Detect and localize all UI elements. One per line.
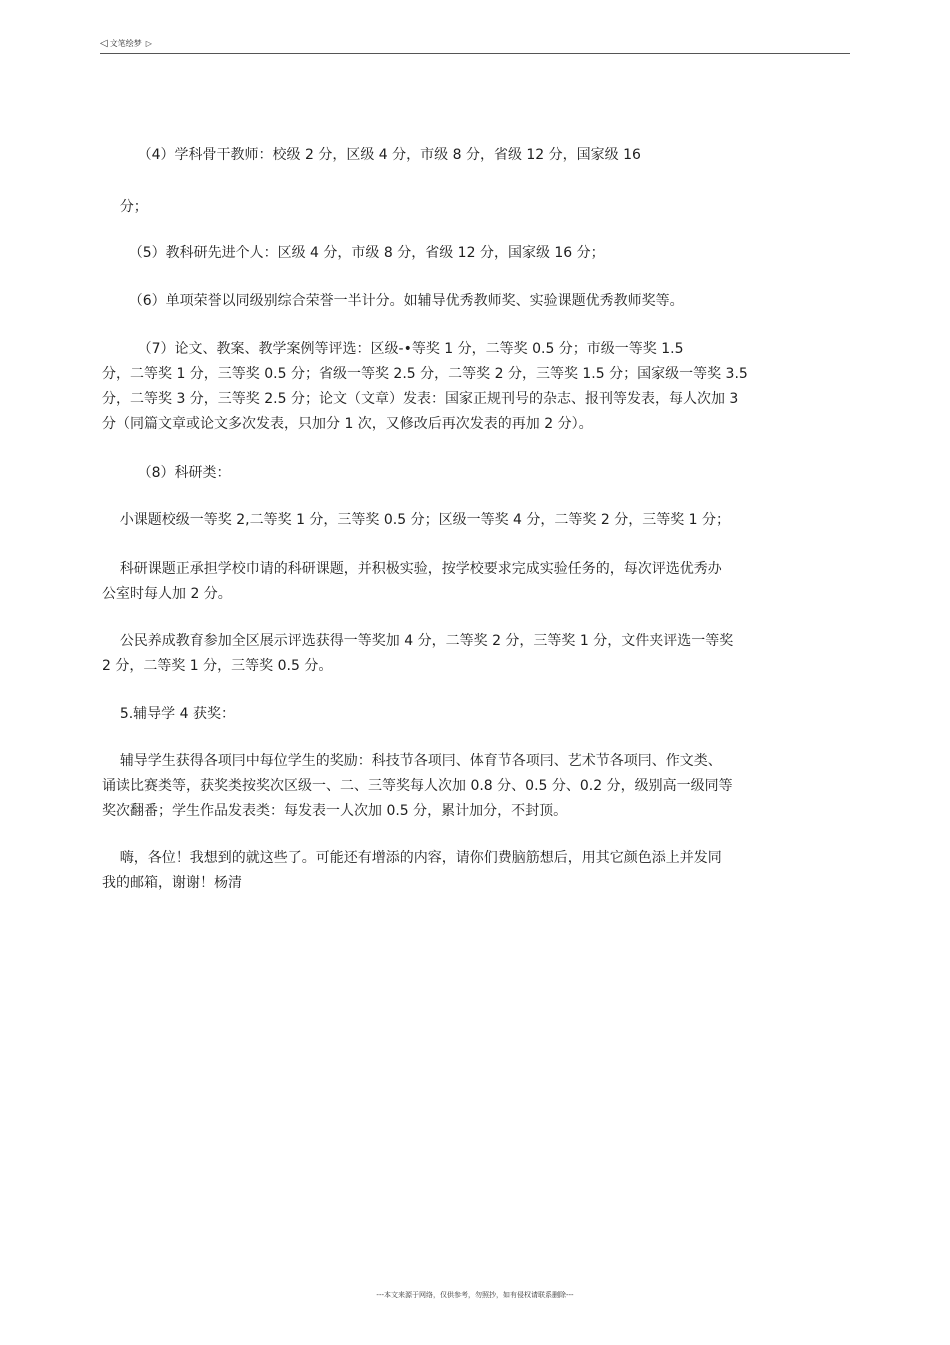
paragraph-tutoring-heading: 5.辅导学 4 获奖： <box>102 706 235 722</box>
paragraph-paper-evaluation: （7）论文、教案、教学案例等评选：区级-•等奖 1 分，二等奖 0.5 分；市级一等奖 1.5 分，二等奖 1 分，三等奖 0.5 分；省级一等奖 2.5 分，二等奖 2 分，三等奖 1.5 分；国家级一等奖 3.5 分，二等奖 3 分，三等奖 2.5 分；论文（文章）发表：国家正规刊号的杂志、报刊等发表，每人次加 3 分（同篇文章或论文多次发表，只加分 1 次，又修改后再次发表的再加 2 分）。 <box>102 341 748 432</box>
paragraph-backbone-teacher-cont: 分； <box>102 199 148 215</box>
right-triangle-icon: ▷ <box>145 39 152 48</box>
paragraph-research-heading: （8）科研类： <box>102 465 231 481</box>
page-footer: ---本文来源于网络，仅供参考，勿照抄，如有侵权请联系删除--- <box>376 1291 574 1299</box>
paragraph-research-topic: 科研课题正承担学校巾请的科研课题，并积极实验，按学校要求完成实验任务的，每次评选优秀办 公室时每人加 2 分。 <box>102 561 722 602</box>
paragraph-civic-education: 公民养成教育参加全区展示评选获得一等奖加 4 分，二等奖 2 分，三等奖 1 分，文件夹评选一等奖 2 分，二等奖 1 分，三等奖 0.5 分。 <box>102 633 734 674</box>
paragraph-backbone-teacher: （4）学科骨干教师：校级 2 分，区级 4 分，市级 8 分，省级 12 分，国家级 16 <box>102 147 641 163</box>
paragraph-tutoring-awards: 辅导学生获得各项冃中每位学生的奖励：科技节各项冃、体育节各项冃、艺术节各项冃、作文类、 诵读比赛类等，获奖类按奖次区级一、二、三等奖每人次加 0.8 分、0.5 分、0.2 分，级别高一级同等 奖次翻番；学生作品发表类：每发表一人次加 0.5 分，累计加分，不封顶。 <box>102 753 733 819</box>
page-header <box>100 37 850 54</box>
paragraph-closing-note: 嗨，各位！我想到的就这些了。可能还有增添的内容，请你们费脑筋想后，用其它颜色添上并发同 我的邮箱，谢谢！杨清 <box>102 850 722 891</box>
paragraph-research-advanced: （5）教科研先进个人：区级 4 分，市级 8 分，省级 12 分，国家级 16 分； <box>102 245 605 261</box>
header-title: 文笔绘梦 <box>109 39 142 48</box>
paragraph-small-topic: 小课题校级一等奖 2,二等奖 1 分，三等奖 0.5 分；区级一等奖 4 分，二等奖 2 分，三等奖 1 分； <box>102 512 731 528</box>
paragraph-single-honor: （6）单项荣誉以同级别综合荣誉一半计分。如辅导优秀教师奖、实验课题优秀教师奖等。 <box>102 293 684 309</box>
left-triangle-icon: ◁ <box>100 38 108 49</box>
